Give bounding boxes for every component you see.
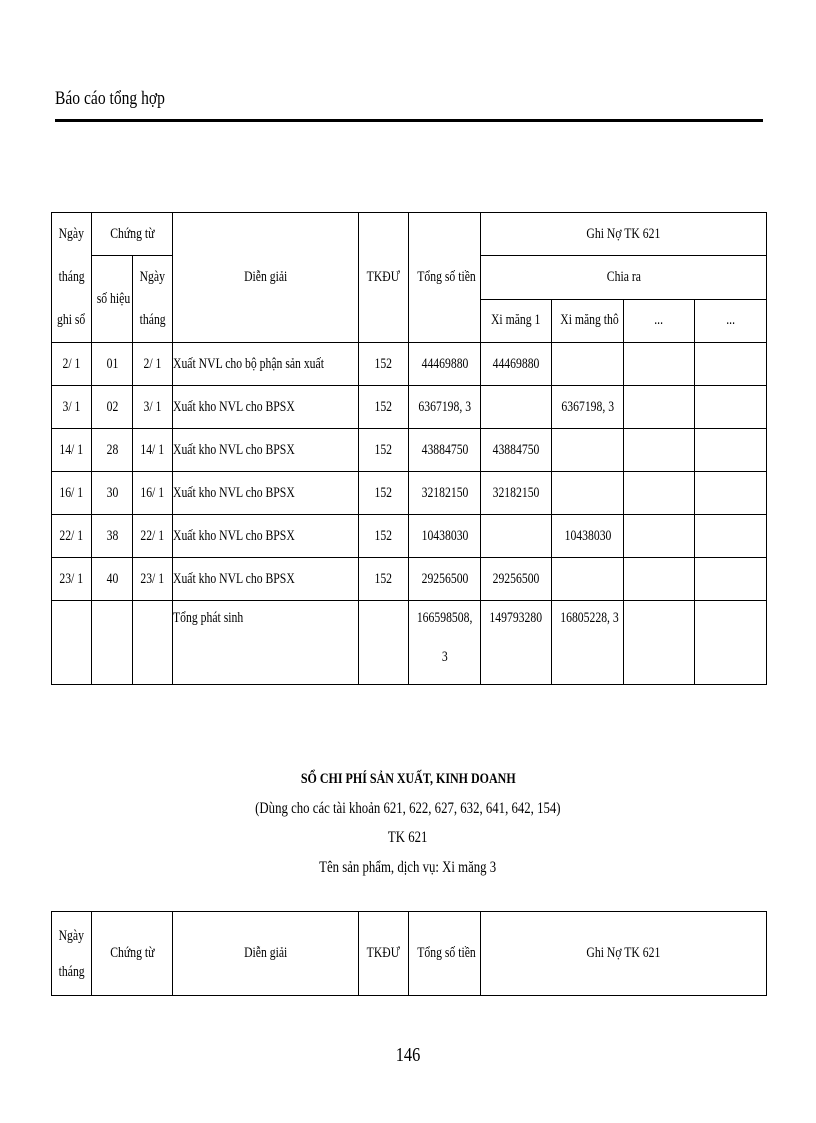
col-header-dien-giai: Diễn giải [173,213,359,343]
table-row: 3/ 1 02 3/ 1 Xuất kho NVL cho BPSX 152 6367198, 3 6367198, 3 [52,386,767,429]
section-product: Tên sản phẩm, dịch vụ: Xi măng 3 [319,859,497,876]
col-header-chia-ra: Chia ra [481,256,767,300]
section-subtitle: (Dùng cho các tài khoản 621, 622, 627, 632, 641, 642, 154) [255,800,561,817]
col-header-ngay: Ngày tháng [52,912,92,996]
header-row [52,912,767,996]
section-title: SỔ CHI PHÍ SẢN XUẤT, KINH DOANH [300,771,516,787]
col-header-tkdu: TKĐƯ [359,912,409,996]
ledger-table-621 [51,212,767,685]
col-header-xi-mang-1: Xi măng 1 [481,299,552,343]
col-header-chung-tu: Chứng từ [92,912,173,996]
col-header-tkdu: TKĐƯ [359,213,409,343]
col-header-more-2: ... [695,299,767,343]
table-row: 16/ 1 30 16/ 1 Xuất kho NVL cho BPSX 152 32182150 32182150 [52,472,767,515]
section-account: TK 621 [388,829,428,846]
col-header-chung-tu: Chứng từ [92,213,173,256]
total-row: Tổng phát sinh 166598508, 3 149793280 16805228, 3 [52,601,767,685]
col-header-ngay: Ngày tháng ghi sổ [52,213,92,343]
page-number: 146 [395,1044,421,1066]
col-header-ghi-no: Ghi Nợ TK 621 [481,912,767,996]
col-header-tong-so-tien: Tổng số tiền [409,912,481,996]
report-title: Báo cáo tổng hợp [55,88,165,109]
table-row: 23/ 1 40 23/ 1 Xuất kho NVL cho BPSX 152 29256500 29256500 [52,558,767,601]
col-header-more-1: ... [624,299,695,343]
col-header-so-hieu: số hiệu [92,256,133,343]
table-row: 14/ 1 28 14/ 1 Xuất kho NVL cho BPSX 152 43884750 43884750 [52,429,767,472]
col-header-tong-so-tien: Tổng số tiền [409,213,481,343]
ledger-table-xi-mang-3 [51,911,767,996]
col-header-xi-mang-tho: Xi măng thô [552,299,624,343]
col-header-ngay-thang: Ngày tháng [133,256,173,343]
col-header-ghi-no: Ghi Nợ TK 621 [481,213,767,256]
table-row: 22/ 1 38 22/ 1 Xuất kho NVL cho BPSX 152 10438030 10438030 [52,515,767,558]
header-divider [55,119,763,122]
header-row-1 [52,213,767,256]
col-header-dien-giai: Diễn giải [173,912,359,996]
table-row: 2/ 1 01 2/ 1 Xuất NVL cho bộ phận sản xuất 152 44469880 44469880 [52,343,767,386]
